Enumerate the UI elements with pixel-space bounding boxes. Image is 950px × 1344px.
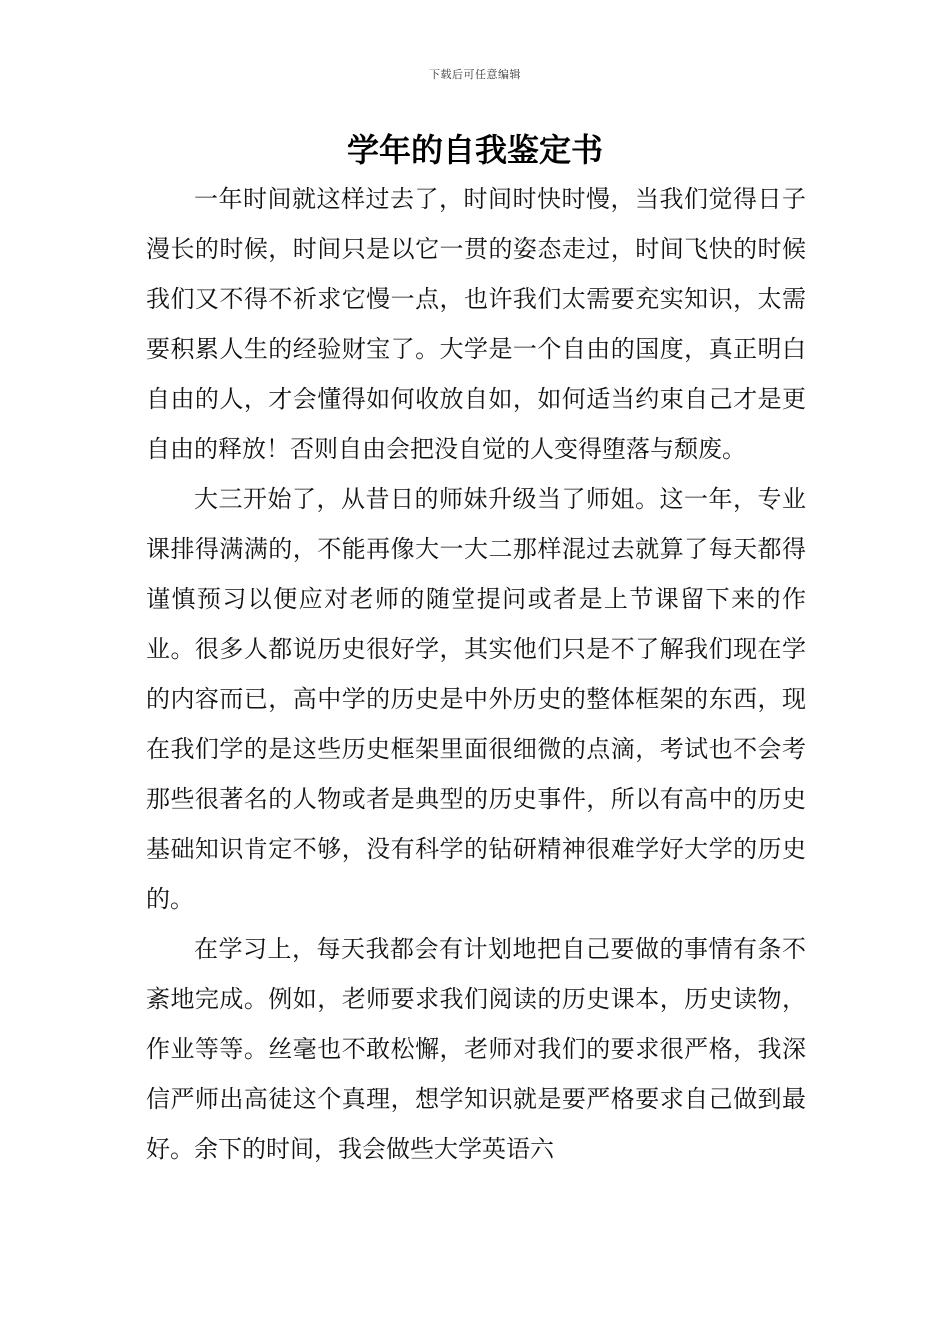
header-note: 下载后可任意编辑 [429, 68, 521, 81]
paragraph: 在学习上，每天我都会有计划地把自己要做的事情有条不紊地完成。例如，老师要求我们阅读的历史课本，历史读物，作业等等。丝毫也不敢松懈，老师对我们的要求很严格，我深信严师出高徒这个真理，想学知识就是要严格要求自己做到最好。余下的时间，我会做些大学英语六 [146, 935, 806, 1163]
document-title: 学年的自我鉴定书 [346, 131, 603, 169]
paragraph: 一年时间就这样过去了，时间时快时慢，当我们觉得日子漫长的时候，时间只是以它一贯的姿态走过，时间飞快的时候我们又不得不祈求它慢一点，也许我们太需要充实知识，太需要积累人生的经验财宝了。大学是一个自由的国度，真正明白自由的人，才会懂得如何收放自如，如何适当约束自己才是更自由的释放！否则自由会把没自觉的人变得堕落与颓废。 [146, 185, 806, 463]
document-body [146, 174, 806, 1174]
paragraph: 大三开始了，从昔日的师妹升级当了师姐。这一年，专业课排得满满的，不能再像大一大二那样混过去就算了每天都得谨慎预习以便应对老师的随堂提问或者是上节课留下来的作业。很多人都说历史很好学，其实他们只是不了解我们现在学的内容而已，高中学的历史是中外历史的整体框架的东西，现在我们学的是这些历史框架里面很细微的点滴，考试也不会考那些很著名的人物或者是典型的历史事件，所以有高中的历史基础知识肯定不够，没有科学的钻研精神很难学好大学的历史的。 [146, 485, 806, 913]
